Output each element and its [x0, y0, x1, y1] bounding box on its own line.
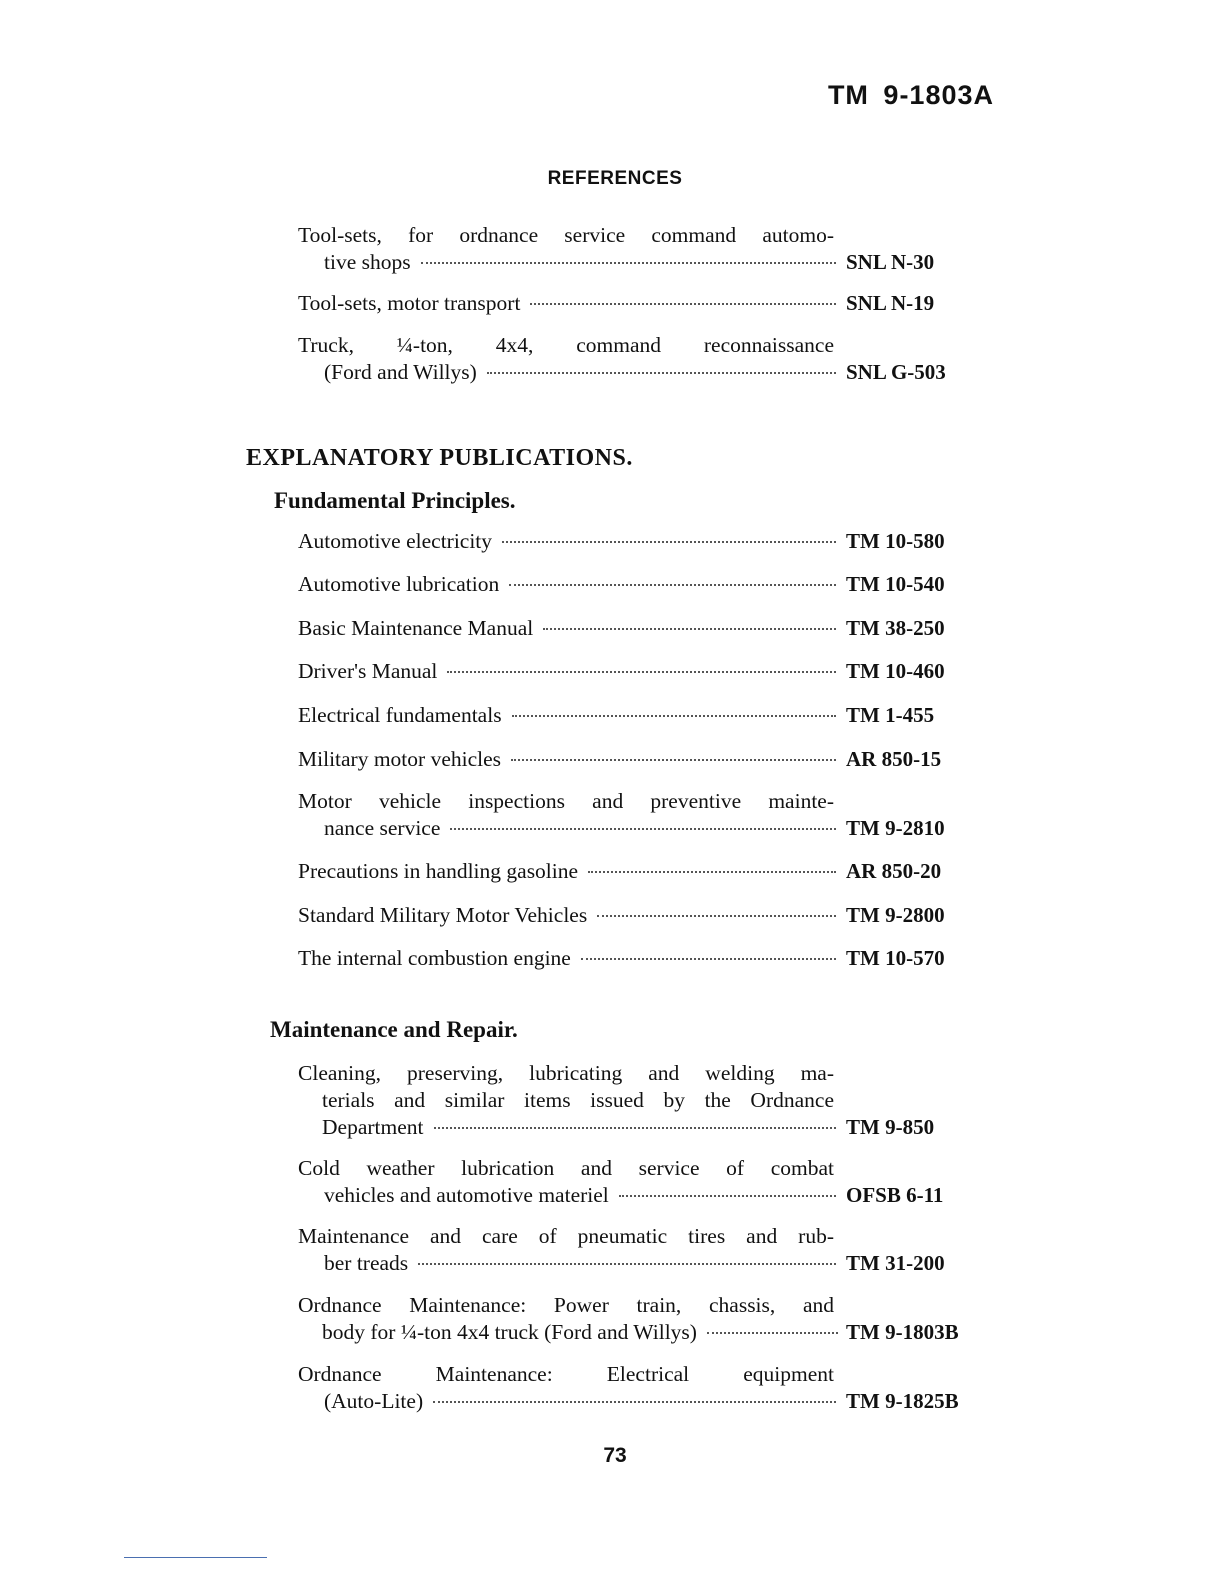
entry-line: Automotive electricity: [298, 529, 493, 553]
footnote-rule: [124, 1557, 267, 1558]
dot-leader: [509, 584, 836, 586]
document-number: TM 9-1803A: [827, 80, 994, 110]
reference-entry: [298, 1292, 968, 1346]
entry-line: Driver's Manual: [298, 659, 438, 683]
reference-entry: [298, 1361, 968, 1415]
dot-leader: [597, 915, 836, 917]
entry-line: vehicles and automotive materiel: [324, 1183, 609, 1207]
reference-entry: [298, 1223, 968, 1277]
section-title: REFERENCES: [547, 168, 683, 189]
reference-entry: [298, 858, 968, 885]
explanatory-publications-heading: EXPLANATORY PUBLICATIONS.: [246, 445, 633, 471]
publication-number: SNL N-30: [846, 250, 935, 274]
entry-line: (Ford and Willys): [324, 360, 477, 384]
reference-entry: [298, 902, 968, 929]
publication-number: TM 10-580: [846, 529, 945, 553]
reference-entry: [298, 528, 968, 555]
entry-line: Electrical fundamentals: [298, 703, 502, 727]
entry-line: body for ¼-ton 4x4 truck (Ford and Willys): [322, 1320, 697, 1344]
dot-leader: [421, 262, 836, 264]
entry-line: (Auto-Lite): [324, 1389, 424, 1413]
entry-line: Tool-sets, motor transport: [298, 291, 521, 315]
fundamental-principles-heading: Fundamental Principles.: [274, 488, 516, 513]
entry-line: terials and similar items issued by the Ordnance: [322, 1088, 834, 1112]
entry-line: Maintenance and care of pneumatic tires and rub-: [298, 1224, 834, 1248]
publication-number: AR 850-20: [846, 859, 942, 883]
entry-line: Standard Military Motor Vehicles: [298, 903, 588, 927]
dot-leader: [588, 871, 836, 873]
publication-number: TM 10-540: [846, 572, 945, 596]
page-number: 73: [603, 1444, 627, 1467]
dot-leader: [433, 1401, 836, 1403]
entry-line: Automotive lubrication: [298, 572, 500, 596]
dot-leader: [511, 759, 836, 761]
entry-line: Ordnance Maintenance: Electrical equipment: [298, 1362, 834, 1386]
reference-entry: [298, 290, 968, 317]
dot-leader: [450, 828, 836, 830]
dot-leader: [707, 1332, 838, 1334]
reference-entry: [298, 222, 968, 276]
dot-leader: [434, 1127, 837, 1129]
entry-line: Motor vehicle inspections and preventive mainte-: [298, 789, 834, 813]
reference-entry: [298, 1060, 968, 1141]
entry-line: ber treads: [324, 1251, 409, 1275]
entry-line: Cold weather lubrication and service of combat: [298, 1156, 834, 1180]
publication-number: TM 38-250: [846, 616, 945, 640]
publication-number: TM 1-455: [846, 703, 935, 727]
dot-leader: [530, 303, 836, 305]
reference-entry: [298, 746, 968, 773]
dot-leader: [512, 715, 836, 717]
publication-number: SNL N-19: [846, 291, 935, 315]
entry-line: nance service: [324, 816, 441, 840]
dot-leader: [581, 958, 836, 960]
publication-number: TM 9-1825B: [846, 1389, 959, 1413]
publication-number: OFSB 6-11: [846, 1183, 944, 1207]
entry-line: Department: [322, 1115, 424, 1139]
dot-leader: [418, 1263, 836, 1265]
entry-line: The internal combustion engine: [298, 946, 571, 970]
entry-line: Precautions in handling gasoline: [298, 859, 579, 883]
reference-entry: [298, 702, 968, 729]
entry-line: Truck, ¼-ton, 4x4, command reconnaissance: [298, 333, 834, 357]
publication-number: TM 9-1803B: [846, 1320, 959, 1344]
reference-entry: [298, 1155, 968, 1209]
reference-entry: [298, 945, 968, 972]
publication-number: TM 9-2810: [846, 816, 945, 840]
dot-leader: [487, 372, 836, 374]
reference-entry: [298, 788, 968, 842]
publication-number: TM 10-460: [846, 659, 945, 683]
entry-line: Military motor vehicles: [298, 747, 502, 771]
publication-number: TM 9-850: [846, 1115, 935, 1139]
dot-leader: [447, 671, 836, 673]
reference-entry: [298, 658, 968, 685]
dot-leader: [619, 1195, 836, 1197]
reference-entry: [298, 615, 968, 642]
publication-number: AR 850-15: [846, 747, 942, 771]
entry-line: Cleaning, preserving, lubricating and welding ma-: [298, 1061, 834, 1085]
entry-line: tive shops: [324, 250, 411, 274]
publication-number: SNL G-503: [846, 360, 946, 384]
reference-entry: [298, 332, 968, 386]
reference-entry: [298, 571, 968, 598]
entry-line: Tool-sets, for ordnance service command automo-: [298, 223, 834, 247]
publication-number: TM 10-570: [846, 946, 945, 970]
publication-number: TM 9-2800: [846, 903, 945, 927]
dot-leader: [502, 541, 836, 543]
entry-line: Ordnance Maintenance: Power train, chassis, and: [298, 1293, 834, 1317]
entry-line: Basic Maintenance Manual: [298, 616, 534, 640]
dot-leader: [543, 628, 836, 630]
publication-number: TM 31-200: [846, 1251, 945, 1275]
maintenance-repair-heading: Maintenance and Repair.: [270, 1017, 518, 1042]
